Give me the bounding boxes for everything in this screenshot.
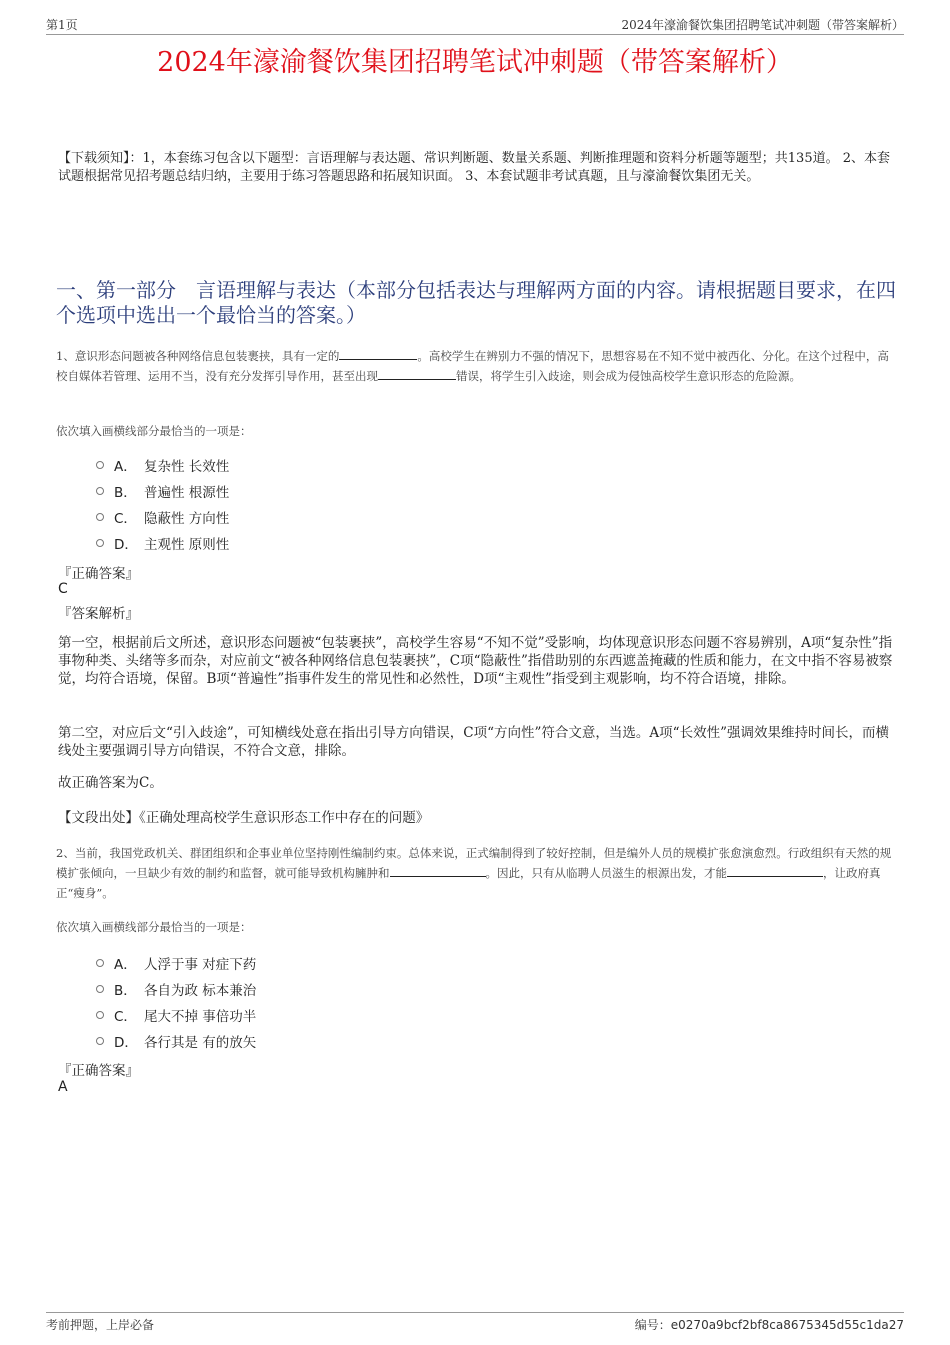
header-doc-title: 2024年濠渝餐饮集团招聘笔试冲刺题（带答案解析） bbox=[621, 18, 904, 32]
analysis-conclusion: 故正确答案为C。 bbox=[58, 775, 163, 791]
radio-icon[interactable] bbox=[96, 539, 104, 547]
option-b[interactable]: B． 普遍性 根源性 bbox=[96, 478, 229, 504]
radio-icon[interactable] bbox=[96, 959, 104, 967]
option-c[interactable]: C． 隐蔽性 方向性 bbox=[96, 504, 229, 530]
option-d[interactable]: D． 主观性 原则性 bbox=[96, 530, 229, 556]
question-2-stem: 2、当前，我国党政机关、群团组织和企事业单位坚持刚性编制约束。总体来说，正式编制得到了较好控制，但是编外人员的规模扩张愈演愈烈。行政组织有天然的规模扩张倾向，一旦缺少有效的制约和监督，就可能导致机构臃肿和 。因此，只有从临聘人员滋生的根源出发，才能 ，让政府真正“瘦身”。 bbox=[56, 846, 892, 900]
radio-icon[interactable] bbox=[96, 985, 104, 993]
question-1-instruction: 依次填入画横线部分最恰当的一项是： bbox=[56, 424, 252, 438]
page-footer bbox=[46, 1312, 904, 1335]
option-d[interactable]: D． 各行其是 有的放矢 bbox=[96, 1028, 256, 1054]
source-reference: 【文段出处】《正确处理高校学生意识形态工作中存在的问题》 bbox=[58, 810, 430, 826]
analysis-paragraph-2: 第二空，对应后文“引入歧途”，可知横线处意在指出引导方向错误，C项“方向性”符合文意，当选。A项“长效性”强调效果维持时间长，而横线处主要强调引导方向错误，不符合文意，排除。 bbox=[58, 725, 889, 759]
analysis-paragraph-1: 第一空，根据前后文所述，意识形态问题被“包装裹挟”，高校学生容易“不知不觉”受影响，均体现意识形态问题不容易辨别，A项“复杂性”指事物种类、头绪等多而杂，对应前文“被各种网络信息包装裹挟”，C项“隐蔽性”指借助别的东西遮盖掩藏的性质和能力，在文中指不容易被察觉，均符合语境，保留。B项“普遍性”指事件发生的常见性和必然性，D项“主观性”指受到主观影响，均不符合语境，排除。 bbox=[58, 635, 893, 687]
option-a[interactable]: A． 复杂性 长效性 bbox=[96, 452, 229, 478]
section-heading: 一、第一部分 言语理解与表达（本部分包括表达与理解两方面的内容。请根据题目要求，在四个选项中选出一个最恰当的答案。） bbox=[56, 278, 896, 327]
question-2-options bbox=[96, 950, 256, 1054]
radio-icon[interactable] bbox=[96, 1011, 104, 1019]
answer-blank bbox=[390, 864, 486, 877]
question-2-instruction: 依次填入画横线部分最恰当的一项是： bbox=[56, 920, 252, 934]
page-header bbox=[46, 14, 904, 35]
correct-answer: A bbox=[58, 1079, 68, 1095]
correct-answer-label: 『正确答案』 bbox=[58, 566, 139, 582]
option-b[interactable]: B． 各自为政 标本兼治 bbox=[96, 976, 256, 1002]
radio-icon[interactable] bbox=[96, 513, 104, 521]
document-code: 编号：e0270a9bcf2bf8ca8675345d55c1da27 bbox=[634, 1318, 904, 1332]
radio-icon[interactable] bbox=[96, 1037, 104, 1045]
answer-blank bbox=[727, 864, 823, 877]
radio-icon[interactable] bbox=[96, 487, 104, 495]
analysis-label: 『答案解析』 bbox=[58, 606, 139, 622]
correct-answer: C bbox=[58, 581, 68, 597]
footer-slogan: 考前押题，上岸必备 bbox=[46, 1318, 155, 1332]
download-notice: 【下载须知】：1，本套练习包含以下题型：言语理解与表达题、常识判断题、数量关系题、判断推理题和资料分析题等题型；共135道。 2、本套试题根据常见招考题总结归纳，主要用于练习答题思路和拓展知识面。 3、本套试题非考试真题，且与濠渝餐饮集团无关。 bbox=[58, 151, 890, 184]
answer-blank bbox=[339, 347, 417, 360]
option-c[interactable]: C． 尾大不掉 事倍功半 bbox=[96, 1002, 256, 1028]
page-number: 第1页 bbox=[46, 18, 78, 32]
document-title: 2024年濠渝餐饮集团招聘笔试冲刺题（带答案解析） bbox=[157, 47, 793, 78]
correct-answer-label: 『正确答案』 bbox=[58, 1063, 139, 1079]
question-1-stem: 1、意识形态问题被各种网络信息包装裹挟，具有一定的 。高校学生在辨别力不强的情况下，思想容易在不知不觉中被西化、分化。在这个过程中，高校自媒体若管理、运用不当，没有充分发挥引导作用，甚至出现 错误，将学生引入歧途，则会成为侵蚀高校学生意识形态的危险源。 bbox=[56, 349, 889, 383]
answer-blank bbox=[378, 367, 456, 380]
question-1-options bbox=[96, 452, 229, 556]
radio-icon[interactable] bbox=[96, 461, 104, 469]
option-a[interactable]: A． 人浮于事 对症下药 bbox=[96, 950, 256, 976]
